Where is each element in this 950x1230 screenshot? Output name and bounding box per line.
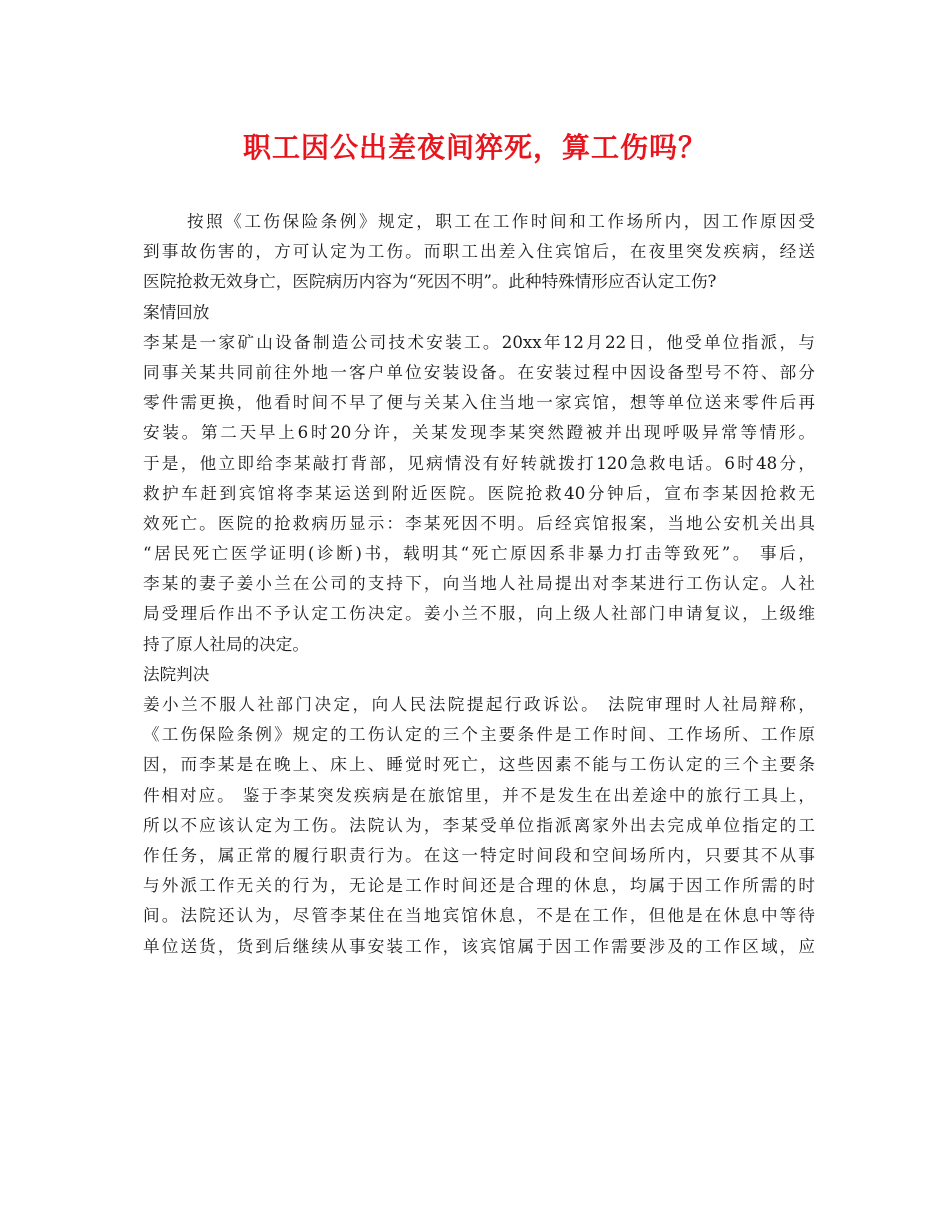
section-heading-court-judgment: 法院判决 xyxy=(143,664,210,684)
paragraph-line: “居民死亡医学证明(诊断)书，载明其“死亡原因系非暴力打击等致死”。 事后， xyxy=(143,544,815,564)
document-title: 职工因公出差夜间猝死，算工伤吗？ xyxy=(242,131,707,164)
paragraph-line: 件相对应。 鉴于李某突发疾病是在旅馆里，并不是发生在出差途中的旅行工具上， xyxy=(143,785,815,805)
paragraph-line: 零件需更换，他看时间不早了便与关某入住当地一家宾馆，想等单位送来零件后再 xyxy=(143,393,815,413)
paragraph-line: 到事故伤害的，方可认定为工伤。而职工出差入住宾馆后，在夜里突发疾病，经送 xyxy=(143,242,815,262)
paragraph-line: 所以不应该认定为工伤。法院认为，李某受单位指派离家外出去完成单位指定的工 xyxy=(143,815,815,835)
paragraph-line: 医院抢救无效身亡，医院病历内容为“死因不明”。此种特殊情形应否认定工伤? xyxy=(143,272,717,292)
paragraph-line: 局受理后作出不予认定工伤决定。姜小兰不服，向上级人社部门申请复议，上级维 xyxy=(143,604,815,624)
paragraph-line: 按照《工伤保险条例》规定，职工在工作时间和工作场所内，因工作原因受 xyxy=(187,212,815,231)
paragraph-line: 单位送货，货到后继续从事安装工作，该宾馆属于因工作需要涉及的工作区域，应 xyxy=(143,936,815,956)
section-heading-case-review: 案情回放 xyxy=(143,302,210,322)
paragraph-line: 安装。第二天早上6时20分许，关某发现李某突然蹬被并出现呼吸异常等情形。 xyxy=(143,423,815,443)
paragraph-line: 间。法院还认为，尽管李某住在当地宾馆休息，不是在工作，但他是在休息中等待 xyxy=(143,906,815,926)
paragraph-line: 李某是一家矿山设备制造公司技术安装工。20xx年12月22日，他受单位指派，与 xyxy=(143,332,815,352)
paragraph-line: 作任务，属正常的履行职责行为。在这一特定时间段和空间场所内，只要其不从事 xyxy=(143,845,815,865)
paragraph-line: 姜小兰不服人社部门决定，向人民法院提起行政诉讼。 法院审理时人社局辩称， xyxy=(143,695,815,714)
paragraph-line: 于是，他立即给李某敲打背部，见病情没有好转就拨打120急救电话。6时48分， xyxy=(143,453,815,473)
paragraph-line: 因，而李某是在晚上、床上、睡觉时死亡，这些因素不能与工伤认定的三个主要条 xyxy=(143,755,815,775)
paragraph-line: 李某的妻子姜小兰在公司的支持下，向当地人社局提出对李某进行工伤认定。人社 xyxy=(143,574,815,594)
paragraph-line: 救护车赶到宾馆将李某运送到附近医院。医院抢救40分钟后，宣布李某因抢救无 xyxy=(143,483,815,503)
paragraph-line: 同事关某共同前往外地一客户单位安装设备。在安装过程中因设备型号不符、部分 xyxy=(143,362,815,382)
paragraph-line: 《工伤保险条例》规定的工伤认定的三个主要条件是工作时间、工作场所、工作原 xyxy=(143,725,815,745)
paragraph-line: 效死亡。医院的抢救病历显示：李某死因不明。后经宾馆报案，当地公安机关出具 xyxy=(143,513,815,533)
paragraph-line: 持了原人社局的决定。 xyxy=(143,634,309,654)
paragraph-line: 与外派工作无关的行为，无论是工作时间还是合理的休息，均属于因工作所需的时 xyxy=(143,876,815,896)
document-body xyxy=(143,207,815,962)
